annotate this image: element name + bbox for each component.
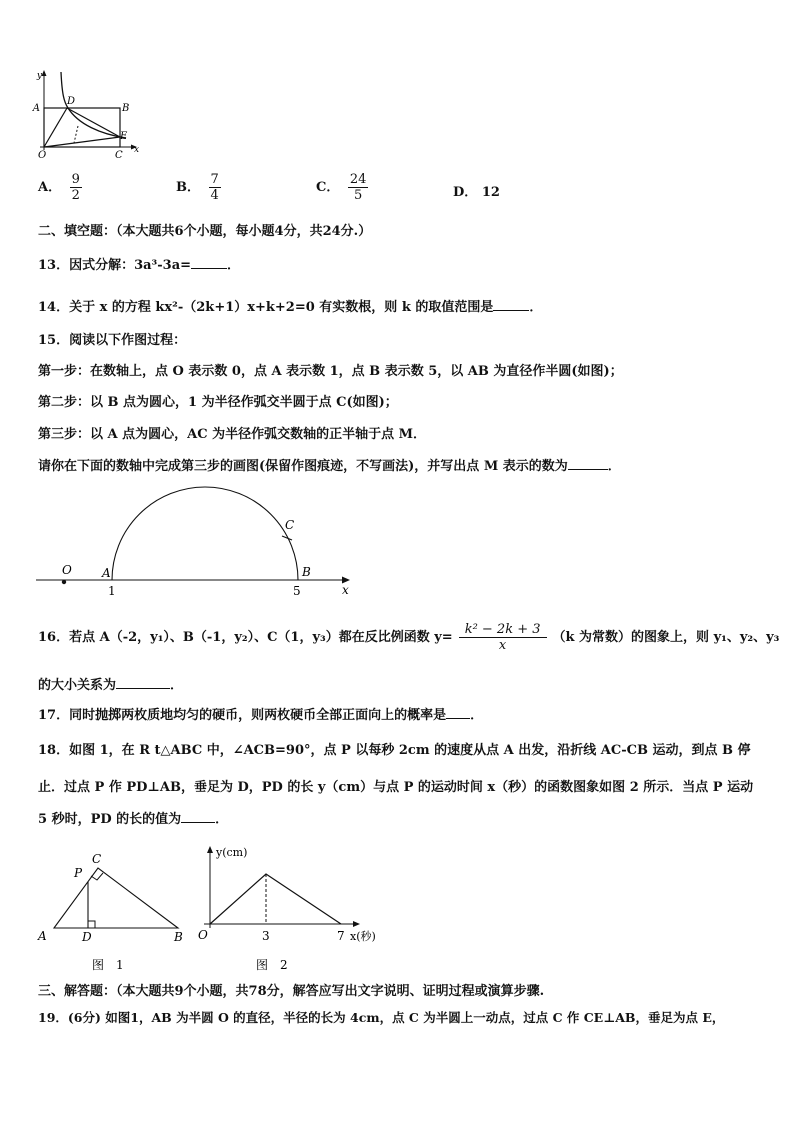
triangle-abc — [54, 868, 178, 928]
fig15-label-a: A — [102, 566, 111, 580]
question-19: 19．(6分) 如图1，AB 为半圆 O 的直径，半径的长为 4cm，点 C 为半圆上一动点，过点 C 作 CE⊥AB，垂足为点 E， — [38, 1010, 725, 1025]
fig2-label-x: x(秒) — [350, 930, 376, 943]
option-a-denominator: 2 — [71, 188, 80, 203]
fig15-tick-1: 1 — [108, 584, 116, 598]
q18-line-3 — [38, 810, 228, 829]
point-o-dot — [62, 580, 66, 584]
fig1-caption: 图 1 — [92, 958, 124, 972]
q14-end: ． — [529, 300, 543, 315]
q18-line3-end: ． — [215, 812, 229, 827]
q16-after: （k 为常数）的图象上，则 y₁、y₂、y₃ — [552, 630, 780, 645]
q16-text: 16．若点 A（-2，y₁）、B（-1，y₂）、C（1，y₃）都在反比例函数 y= — [38, 630, 453, 645]
q13-end: ． — [227, 258, 241, 273]
q16-denominator: x — [498, 638, 507, 653]
option-c[interactable] — [316, 172, 368, 203]
q14-answer-blank[interactable] — [493, 298, 529, 311]
q17-text: 17．同时抛掷两枚质地均匀的硬币，则两枚硬币全部正面向上的概率是 — [38, 708, 447, 723]
fig2-tick-3: 3 — [262, 929, 270, 943]
y-axis-arrow — [42, 70, 47, 76]
q16-line-2 — [38, 676, 183, 695]
fig15-label-b: B — [302, 565, 311, 579]
fig2-x-axis-arrow — [353, 921, 360, 927]
fig1-label-c: C — [92, 852, 102, 866]
fig2-graph-line — [210, 874, 341, 924]
segment-de — [67, 108, 120, 137]
segment-oe — [44, 137, 120, 147]
q15-step-3: 第三步：以 A 点为圆心，AC 为半径作弧交数轴的正半轴于点 M． — [38, 427, 427, 442]
q16-numerator: k² − 2k + 3 — [459, 622, 547, 638]
fig1-label-b: B — [174, 930, 183, 944]
section-3-heading: 三、解答题：（本大题共9个小题，共78分，解答应写出文字说明、证明过程或演算步骤. — [38, 984, 545, 999]
option-c-numerator: 24 — [349, 172, 367, 187]
fig2-label-y: y(cm) — [216, 846, 248, 859]
option-b-denominator: 4 — [210, 188, 219, 203]
fig15-tick-5: 5 — [293, 584, 301, 598]
q18-figure-1-triangle — [30, 848, 200, 974]
q15-answer-blank[interactable] — [568, 457, 608, 470]
option-b[interactable] — [176, 172, 221, 203]
fig15-label-x: x — [342, 583, 349, 597]
label-y: y — [36, 71, 42, 81]
option-b-numerator: 7 — [210, 172, 219, 187]
option-d-value: 12 — [481, 185, 500, 200]
label-o: O — [38, 150, 47, 161]
q17-end: ． — [470, 708, 484, 723]
q18-line-1: 18．如图 1，在 R t△ABC 中，∠ACB=90°，点 P 以每秒 2cm 的速度从点 A 出发，沿折线 AC-CB 运动，到点 B 停 — [38, 743, 751, 758]
q16-line2-text: 的大小关系为 — [38, 678, 117, 693]
q18-answer-blank[interactable] — [181, 810, 215, 823]
option-a-letter: A． — [38, 180, 62, 195]
q18-line3-text: 5 秒时，PD 的长的值为 — [38, 812, 182, 827]
right-angle-mark-d — [88, 921, 95, 928]
option-c-denominator: 5 — [354, 188, 363, 203]
semicircle-arc — [112, 487, 298, 580]
option-a[interactable] — [38, 172, 82, 203]
fig2-y-axis-arrow — [207, 846, 213, 853]
option-a-fraction — [70, 172, 82, 203]
option-b-letter: B． — [176, 180, 200, 195]
fig15-label-o: O — [62, 563, 72, 577]
q13-text: 13．因式分解：3a³-3a= — [38, 258, 192, 273]
fig1-label-a: A — [38, 929, 47, 943]
label-a: A — [32, 103, 40, 114]
q16-line2-end: ． — [170, 678, 184, 693]
fig15-label-c: C — [285, 518, 295, 532]
label-e: E — [120, 131, 128, 142]
q15-ask — [38, 457, 621, 476]
option-d[interactable] — [453, 181, 500, 200]
q15-step-1: 第一步：在数轴上，点 O 表示数 0，点 A 表示数 1，点 B 表示数 5，以 AB 为直径作半圆(如图)； — [38, 364, 623, 379]
q13-answer-blank[interactable] — [191, 256, 227, 269]
q18-figure-2-graph — [190, 842, 390, 974]
question-17 — [38, 706, 483, 725]
top-function-figure — [30, 68, 150, 166]
q16-answer-blank[interactable] — [116, 676, 170, 689]
question-14 — [38, 298, 542, 317]
fig1-label-p: P — [74, 866, 83, 880]
q14-text: 14．关于 x 的方程 kx²-（2k+1）x+k+2=0 有实数根，则 k 的取值范围是 — [38, 300, 494, 315]
dashed-segment — [74, 126, 78, 143]
option-a-numerator: 9 — [71, 172, 80, 187]
q16-fraction — [459, 622, 547, 653]
option-b-fraction — [209, 172, 221, 203]
section-2-heading: 二、填空题：（本大题共6个小题，每小题4分，共24分.） — [38, 224, 372, 239]
right-angle-mark-c — [91, 873, 103, 880]
q15-step-2: 第二步：以 B 点为圆心，1 为半径作弧交半圆于点 C(如图)； — [38, 395, 398, 410]
label-b: B — [122, 103, 130, 114]
q15-semicircle-figure — [30, 484, 360, 602]
option-d-letter: D． — [453, 185, 478, 200]
segment-od — [44, 108, 67, 147]
question-16 — [38, 620, 779, 656]
fig2-caption: 图 2 — [256, 958, 288, 972]
label-x: x — [134, 145, 140, 155]
option-c-fraction — [348, 172, 369, 203]
fig2-label-o: O — [198, 928, 208, 942]
q15-ask-text: 请你在下面的数轴中完成第三步的画图(保留作图痕迹，不写画法)，并写出点 M 表示的数为 — [38, 459, 568, 474]
q17-answer-blank[interactable] — [446, 706, 470, 719]
question-13 — [38, 256, 240, 275]
option-c-letter: C． — [316, 180, 340, 195]
fig2-tick-7: 7 — [337, 929, 345, 943]
label-c: C — [115, 150, 123, 161]
q15-ask-end: ． — [607, 459, 621, 474]
q18-line-2: 止．过点 P 作 PD⊥AB，垂足为 D，PD 的长 y（cm）与点 P 的运动时间 x（秒）的函数图象如图 2 所示．当点 P 运动 — [38, 780, 754, 795]
q15-title: 15．阅读以下作图过程： — [38, 333, 187, 348]
label-d: D — [67, 96, 76, 107]
fig1-label-d: D — [82, 930, 92, 944]
